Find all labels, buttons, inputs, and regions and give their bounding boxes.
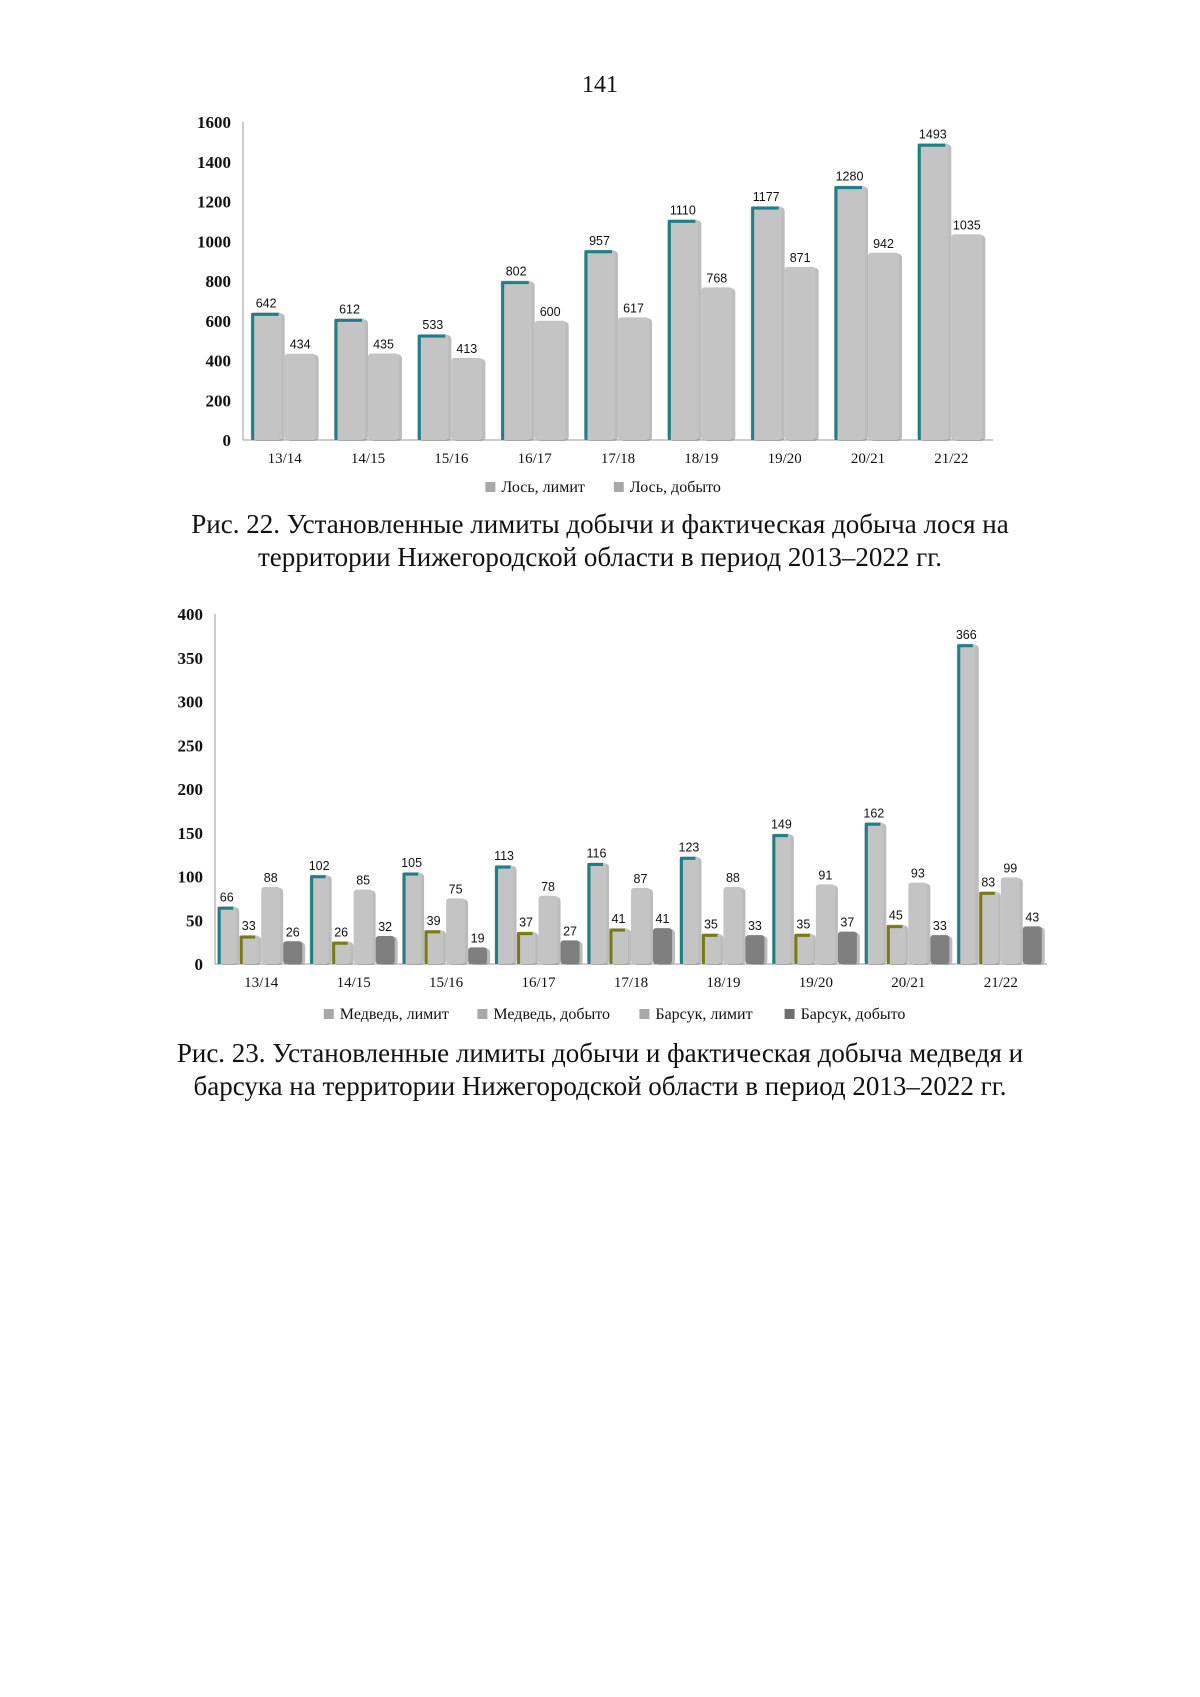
x-tick-label: 18/19 xyxy=(684,451,719,467)
bar xyxy=(501,281,532,440)
data-label: 366 xyxy=(955,627,977,642)
bar xyxy=(1001,877,1020,964)
bar xyxy=(834,186,865,440)
bar xyxy=(283,941,302,964)
data-label: 39 xyxy=(426,913,441,928)
x-tick-label: 20/21 xyxy=(850,451,886,467)
data-label: 26 xyxy=(285,925,300,940)
data-label: 33 xyxy=(747,919,762,934)
legend-swatch xyxy=(639,1009,649,1019)
y-tick-label: 1400 xyxy=(197,152,231,172)
page-number: 141 xyxy=(582,72,618,98)
bar xyxy=(584,250,615,440)
bar xyxy=(285,354,316,440)
data-label: 600 xyxy=(539,304,561,319)
bar xyxy=(631,888,650,964)
legend-label: Барсук, добыто xyxy=(800,1006,906,1023)
x-tick-label: 21/22 xyxy=(934,451,969,467)
data-label: 768 xyxy=(706,271,728,286)
y-tick-label: 0 xyxy=(194,955,203,974)
x-tick-label: 13/14 xyxy=(267,451,302,467)
y-tick-label: 1200 xyxy=(197,192,231,212)
data-label: 99 xyxy=(1003,861,1018,876)
legend-label: Медведь, лимит xyxy=(339,1006,449,1023)
bear-badger-chart-svg xyxy=(0,600,1200,1030)
y-tick-label: 200 xyxy=(205,391,231,411)
x-tick-label: 15/16 xyxy=(434,451,469,467)
legend-swatch xyxy=(485,482,495,492)
bar xyxy=(838,932,857,964)
y-tick-label: 1000 xyxy=(197,232,231,252)
x-tick-label: 16/17 xyxy=(521,975,556,991)
data-label: 105 xyxy=(401,856,423,871)
y-tick-label: 100 xyxy=(177,867,203,887)
y-tick-label: 200 xyxy=(177,780,203,799)
data-label: 66 xyxy=(219,890,234,905)
data-label: 27 xyxy=(563,924,578,939)
bar xyxy=(751,206,782,440)
data-label: 533 xyxy=(422,318,444,333)
bar xyxy=(653,928,672,964)
data-label: 41 xyxy=(655,912,670,927)
y-tick-label: 50 xyxy=(186,911,203,931)
data-label: 871 xyxy=(789,250,811,265)
bar xyxy=(816,884,835,964)
legend-swatch xyxy=(324,1009,334,1019)
bar xyxy=(1023,926,1042,964)
bar xyxy=(334,318,365,440)
legend-label: Лось, лимит xyxy=(501,479,585,496)
legend-label: Барсук, лимит xyxy=(655,1006,753,1023)
x-tick-label: 13/14 xyxy=(244,975,279,991)
bar xyxy=(951,234,982,440)
data-label: 149 xyxy=(770,817,792,832)
legend-swatch xyxy=(785,1009,795,1019)
bar xyxy=(446,898,465,964)
y-tick-label: 800 xyxy=(205,272,231,291)
x-tick-label: 17/18 xyxy=(600,451,636,467)
x-tick-label: 19/20 xyxy=(767,451,802,467)
bar xyxy=(701,287,732,440)
bar xyxy=(417,334,448,440)
data-label: 33 xyxy=(932,919,947,934)
data-label: 83 xyxy=(981,875,996,890)
bar xyxy=(723,887,742,964)
data-label: 37 xyxy=(840,915,855,930)
x-tick-label: 19/20 xyxy=(798,975,833,991)
legend-swatch xyxy=(614,482,624,492)
x-tick-label: 20/21 xyxy=(891,975,926,991)
y-tick-label: 400 xyxy=(205,351,231,371)
y-tick-label: 0 xyxy=(222,431,231,450)
data-label: 37 xyxy=(519,915,534,930)
data-label: 162 xyxy=(863,806,885,821)
data-label: 88 xyxy=(725,871,740,885)
bar xyxy=(618,317,649,440)
data-label: 26 xyxy=(334,925,349,940)
data-label: 35 xyxy=(703,917,718,932)
x-tick-label: 17/18 xyxy=(613,975,649,991)
bar xyxy=(261,887,280,964)
bar xyxy=(868,253,899,440)
data-label: 612 xyxy=(339,302,360,317)
data-label: 113 xyxy=(494,849,515,864)
x-tick-label: 14/15 xyxy=(336,975,371,991)
data-label: 88 xyxy=(263,871,278,885)
data-label: 93 xyxy=(910,866,925,881)
y-tick-label: 300 xyxy=(177,692,203,712)
bar xyxy=(451,358,482,440)
bar xyxy=(745,935,764,964)
data-label: 942 xyxy=(873,236,894,251)
data-label: 85 xyxy=(356,873,371,888)
x-tick-label: 16/17 xyxy=(517,451,552,467)
bar xyxy=(930,935,949,964)
bar xyxy=(785,267,816,440)
y-tick-label: 1600 xyxy=(197,113,231,132)
bear-badger-chart xyxy=(0,600,1200,1030)
data-label: 41 xyxy=(611,912,626,927)
data-label: 35 xyxy=(796,917,811,932)
y-tick-label: 250 xyxy=(177,736,203,756)
data-label: 43 xyxy=(1025,910,1040,925)
data-label: 116 xyxy=(586,846,607,861)
data-label: 75 xyxy=(448,882,463,897)
data-label: 957 xyxy=(589,233,610,248)
x-tick-label: 14/15 xyxy=(350,451,386,467)
data-label: 413 xyxy=(456,341,478,356)
data-label: 102 xyxy=(308,858,330,873)
data-label: 642 xyxy=(255,296,277,311)
data-label: 87 xyxy=(633,871,648,886)
bar xyxy=(561,940,580,964)
y-tick-label: 400 xyxy=(177,605,203,624)
data-label: 45 xyxy=(888,908,903,923)
y-tick-label: 600 xyxy=(205,311,231,331)
bar xyxy=(535,321,566,440)
data-label: 1110 xyxy=(669,203,696,218)
bar xyxy=(251,312,282,440)
data-label: 19 xyxy=(470,931,485,946)
legend-label: Лось, добыто xyxy=(629,479,721,496)
bar xyxy=(368,354,399,440)
legend-label: Медведь, добыто xyxy=(493,1006,611,1023)
moose-chart-svg xyxy=(0,110,1200,510)
data-label: 617 xyxy=(623,301,644,316)
bar xyxy=(667,219,698,440)
legend-swatch xyxy=(477,1009,487,1019)
data-label: 33 xyxy=(241,919,256,934)
figure-23-caption: Рис. 23. Установленные лимиты добычи и фактическая добыча медведя и барсука на территории Нижегородской области в период 2013–2022 гг. xyxy=(176,1038,1024,1101)
data-label: 91 xyxy=(818,868,833,883)
data-label: 32 xyxy=(378,920,393,934)
data-label: 1177 xyxy=(752,190,780,205)
bar xyxy=(908,883,927,964)
x-tick-label: 18/19 xyxy=(706,975,741,991)
data-label: 802 xyxy=(505,264,527,279)
data-label: 1035 xyxy=(952,218,981,233)
y-tick-label: 150 xyxy=(177,823,203,843)
figure-22-caption: Рис. 22. Установленные лимиты добычи и фактическая добыча лося на территории Нижегородской области в период 2013–2022 гг. xyxy=(191,509,1009,572)
bar xyxy=(917,143,948,440)
y-tick-label: 350 xyxy=(177,648,203,668)
data-label: 435 xyxy=(373,337,394,352)
x-tick-label: 21/22 xyxy=(983,975,1018,991)
data-label: 1280 xyxy=(835,169,864,184)
moose-chart xyxy=(0,110,1200,510)
bar xyxy=(354,890,373,964)
data-label: 123 xyxy=(678,840,700,855)
bar xyxy=(539,896,558,964)
data-label: 1493 xyxy=(918,127,947,142)
x-tick-label: 15/16 xyxy=(429,975,464,991)
bar xyxy=(468,947,487,964)
data-label: 78 xyxy=(541,879,556,894)
bar xyxy=(376,936,395,964)
data-label: 434 xyxy=(289,337,311,352)
